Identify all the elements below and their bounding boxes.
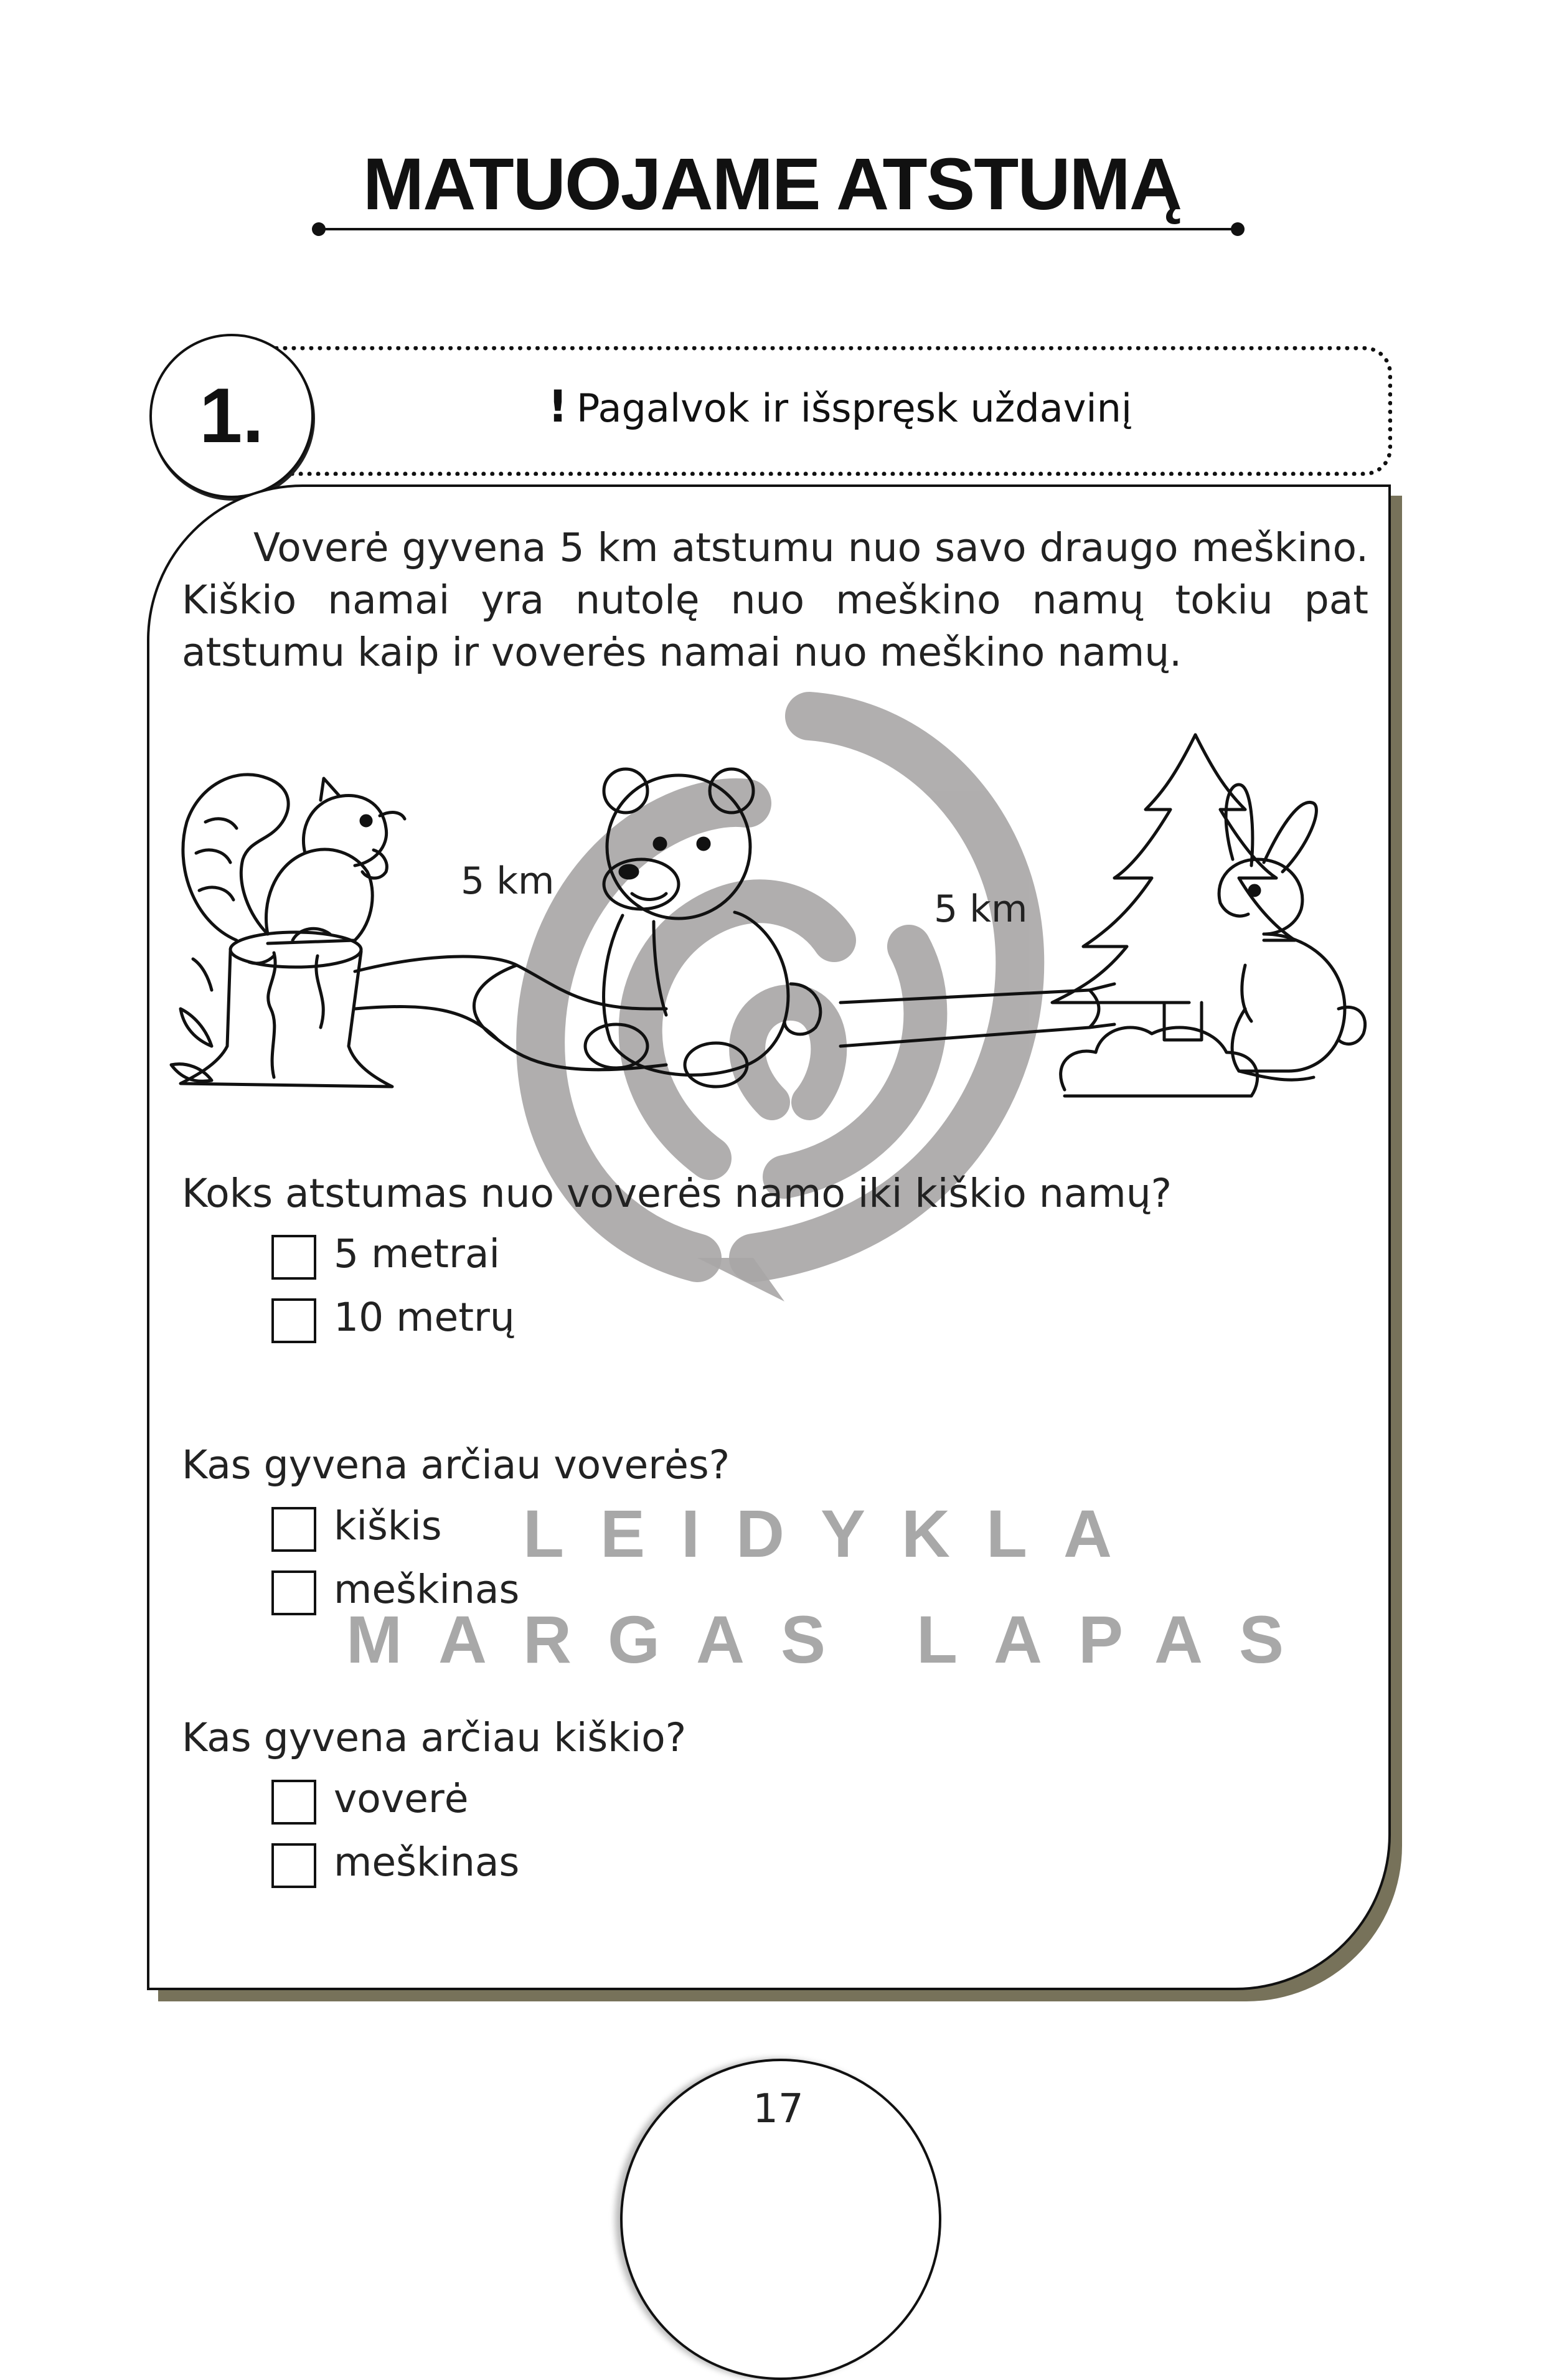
page-number: 17 (753, 2086, 804, 2132)
rabbit (1219, 785, 1365, 1080)
distance-label-right: 5 km (934, 887, 1028, 931)
watermark-line-2: MARGAS LAPAS (346, 1602, 1320, 1677)
distance-label-left: 5 km (461, 859, 555, 903)
watermark-line-1: LEIDYKLA (523, 1496, 1148, 1571)
story-text (182, 522, 1368, 679)
answer-checkbox[interactable] (271, 1843, 316, 1888)
answer-label: 10 metrų (334, 1295, 515, 1340)
answer-label: 5 metrai (334, 1231, 500, 1277)
story-paragraph: Voverė gyvena 5 km atstumu nuo savo draugo meškino. Kiškio namai yra nutolę nuo meškino namų tokiu pat atstumu kaip ir voverės namai nuo meškino namų. (182, 525, 1368, 675)
task-number: 1. (199, 373, 264, 459)
answer-checkbox[interactable] (271, 1298, 316, 1343)
answer-checkbox[interactable] (271, 1780, 316, 1825)
path-ribbon-left (355, 956, 666, 1009)
answer-label: kiškis (334, 1503, 442, 1549)
question-1: Koks atstumas nuo voverės namo iki kiškio namų? (182, 1171, 1172, 1216)
answer-checkbox[interactable] (271, 1570, 316, 1615)
answer-label: meškinas (334, 1839, 520, 1885)
path-ribbon-right (840, 984, 1114, 1003)
answer-label: voverė (334, 1776, 469, 1821)
bear (585, 769, 821, 1087)
answer-label: meškinas (334, 1567, 520, 1612)
answer-checkbox[interactable] (271, 1507, 316, 1552)
answer-checkbox[interactable] (271, 1235, 316, 1280)
instruction-text: Pagalvok ir išspręsk uždavinį (576, 385, 1132, 431)
exclamation-icon: ! (548, 381, 568, 432)
page-title: MATUOJAME ATSTUMĄ (362, 143, 1182, 225)
question-2: Kas gyvena arčiau voverės? (182, 1442, 730, 1488)
title-underline (311, 222, 1245, 237)
squirrel (183, 775, 405, 943)
bush (1061, 1027, 1258, 1096)
instruction (548, 381, 1132, 432)
question-3: Kas gyvena arčiau kiškio? (182, 1715, 687, 1760)
forest-scene-illustration (168, 716, 1376, 1115)
